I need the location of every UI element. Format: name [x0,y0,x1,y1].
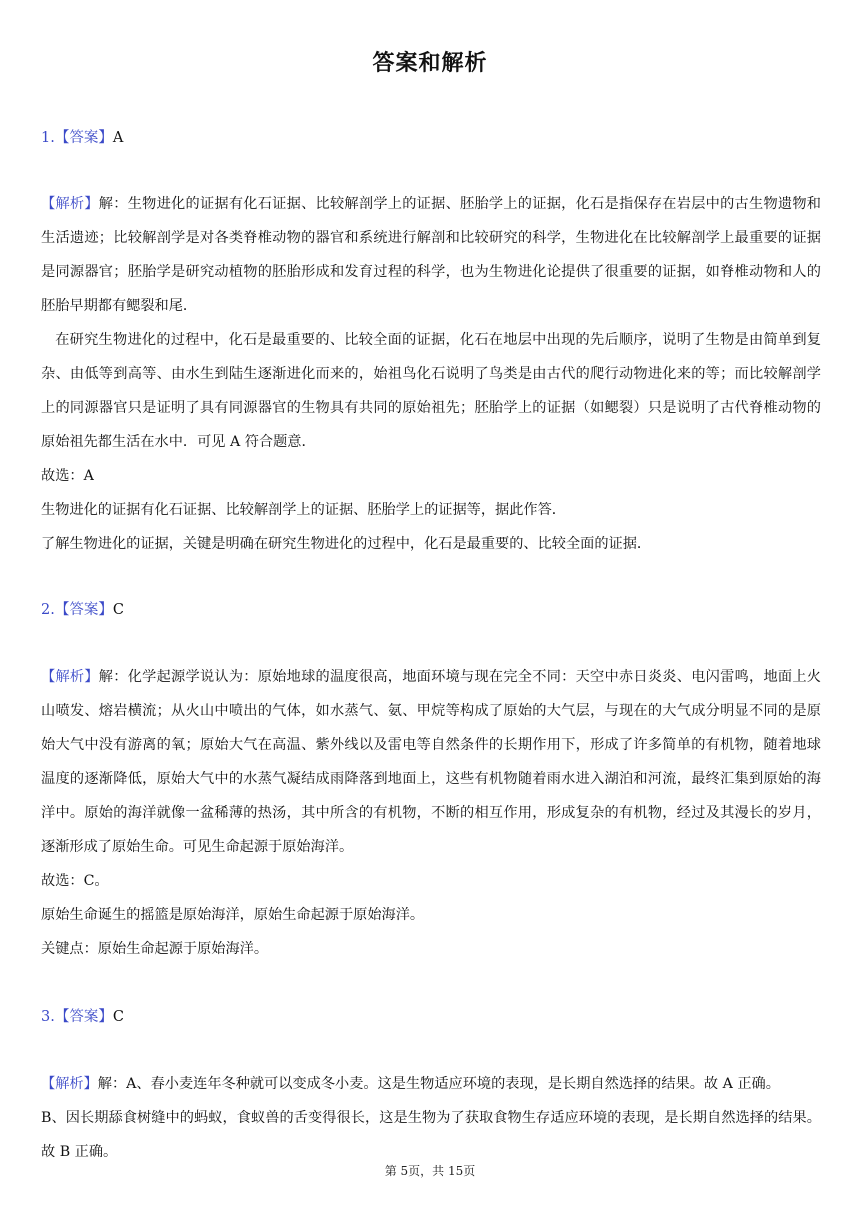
question-3 [41,1007,821,1027]
answer-line [41,600,821,620]
analysis-label: 【解析】 [41,1076,98,1092]
page-title: 答案和解析 [372,51,488,76]
analysis-paragraph: 在研究生物进化的过程中，化石是最重要的、比较全面的证据，化石在地层中出现的先后顺序，说明了生物是由简单到复杂、由低等到高等、由水生到陆生逐渐进化而来的，始祖鸟化石说明了鸟类是由古代的爬行动物进化来的等；而比较解剖学上的同源器官只是证明了具有同源器官的生物具有共同的原始祖先；胚胎学上的证据（如鳃裂）只是说明了古代脊椎动物的原始祖先都生活在水中．可见 A 符合题意． [41,332,821,450]
analysis-paragraph: 【解析】解：生物进化的证据有化石证据、比较解剖学上的证据、胚胎学上的证据，化石是指保存在岩层中的古生物遗物和生活遗迹；比较解剖学是对各类脊椎动物的器官和系统进行解剖和比较研究的科学，生物进化在比较解剖学上最重要的证据是同源器官；胚胎学是研究动植物的胚胎形成和发育过程的科学，也为生物进化论提供了很重要的证据，如脊椎动物和人的胚胎早期都有鳃裂和尾． [41,196,821,314]
analysis-paragraph: 关键点：原始生命起源于原始海洋。 [41,941,269,957]
analysis-paragraph: 【解析】解：A、春小麦连年冬种就可以变成冬小麦。这是生物适应环境的表现，是长期自然选择的结果。故 A 正确。 [41,1076,780,1092]
analysis-paragraph: 了解生物进化的证据，关键是明确在研究生物进化的过程中，化石是最重要的、比较全面的证据． [41,536,652,552]
choice-line: 故选：A [41,468,94,484]
analysis-paragraph: 生物进化的证据有化石证据、比较解剖学上的证据、胚胎学上的证据等，据此作答． [41,502,566,518]
question-number: 2. [41,602,55,618]
choice-line: 故选：C。 [41,873,109,889]
answer-label: 【答案】 [54,1009,113,1025]
analysis-paragraph: 【解析】解：化学起源学说认为：原始地球的温度很高，地面环境与现在完全不同：天空中赤日炎炎、电闪雷鸣，地面上火山喷发、熔岩横流；从火山中喷出的气体，如水蒸气、氨、甲烷等构成了原始的大气层，与现在的大气成分明显不同的是原始大气中没有游离的氧；原始大气在高温、紫外线以及雷电等自然条件的长期作用下，形成了许多简单的有机物，随着地球温度的逐渐降低，原始大气中的水蒸气凝结成雨降落到地面上，这些有机物随着雨水进入湖泊和河流，最终汇集到原始的海洋中。原始的海洋就像一盆稀薄的热汤，其中所含的有机物，不断的相互作用，形成复杂的有机物，经过及其漫长的岁月，逐渐形成了原始生命。可见生命起源于原始海洋。 [41,669,821,855]
answer-label: 【答案】 [54,602,113,618]
analysis-paragraph: B、因长期舔食树缝中的蚂蚁，食蚁兽的舌变得很长，这是生物为了获取食物生存适应环境的表现，是长期自然选择的结果。故 B 正确。 [41,1110,821,1160]
analysis-label: 【解析】 [41,196,99,212]
analysis-2 [41,660,821,966]
answer-line [41,1007,821,1027]
analysis-label: 【解析】 [41,669,99,685]
question-number: 1. [41,130,55,146]
answer-line [41,128,821,148]
page-footer: 第 5页，共 15页 [384,1164,476,1178]
question-2 [41,600,821,620]
question-1 [41,128,821,148]
answer-value: C [112,602,124,618]
answer-value: A [112,130,124,146]
analysis-paragraph: 原始生命诞生的摇篮是原始海洋，原始生命起源于原始海洋。 [41,907,425,923]
analysis-1 [41,187,821,561]
analysis-3 [41,1067,821,1169]
answer-value: C [112,1009,124,1025]
answer-label: 【答案】 [54,130,113,146]
question-number: 3. [41,1009,55,1025]
